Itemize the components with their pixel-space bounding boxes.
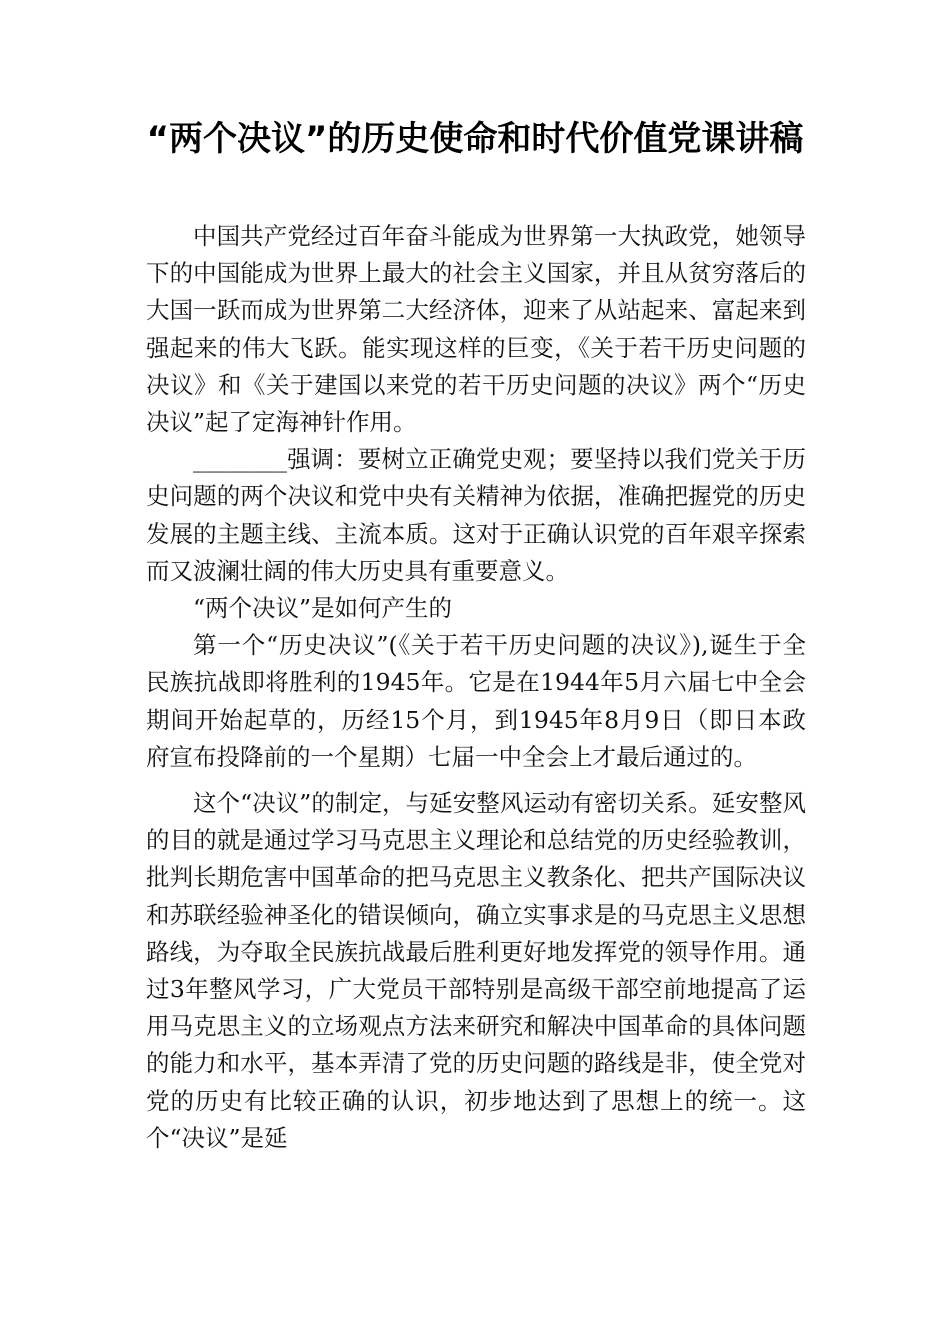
document-title: “两个决议”的历史使命和时代价值党课讲稿	[146, 119, 804, 159]
paragraph: 这个“决议”的制定，与延安整风运动有密切关系。延安整风的目的就是通过学习马克思主义理论和总结党的历史经验教训，批判长期危害中国革命的把马克思主义教条化、把共产国际决议和苏联经验神圣化的错误倾向，确立实事求是的马克思主义思想路线，为夺取全民族抗战最后胜利更好地发挥党的领导作用。通过3年整风学习，广大党员干部特别是高级干部空前地提高了运用马克思主义的立场观点方法来研究和解决中国革命的具体问题的能力和水平，基本弄清了党的历史问题的路线是非，使全党对党的历史有比较正确的认识，初步地达到了思想上的统一。这个“决议”是延	[146, 789, 806, 1152]
document-body	[146, 218, 806, 1157]
paragraph: 第一个“历史决议”(《关于若干历史问题的决议》),诞生于全民族抗战即将胜利的1945年。它是在1944年5月六届七中全会期间开始起草的，历经15个月，到1945年8月9日（即日本政府宣布投降前的一个星期）七届一中全会上才最后通过的。	[146, 631, 806, 771]
paragraph: ________强调：要树立正确党史观；要坚持以我们党关于历史问题的两个决议和党中央有关精神为依据，准确把握党的历史发展的主题主线、主流本质。这对于正确认识党的百年艰辛探索而又波澜壮阔的伟大历史具有重要意义。	[146, 445, 806, 585]
section-heading: “两个决议”是如何产生的	[193, 594, 453, 623]
paragraph: 中国共产党经过百年奋斗能成为世界第一大执政党，她领导下的中国能成为世界上最大的社会主义国家，并且从贫穷落后的大国一跃而成为世界第二大经济体，迎来了从站起来、富起来到强起来的伟大飞跃。能实现这样的巨变，《关于若干历史问题的决议》和《关于建国以来党的若干历史问题的决议》两个“历史决议”起了定海神针作用。	[146, 222, 806, 437]
